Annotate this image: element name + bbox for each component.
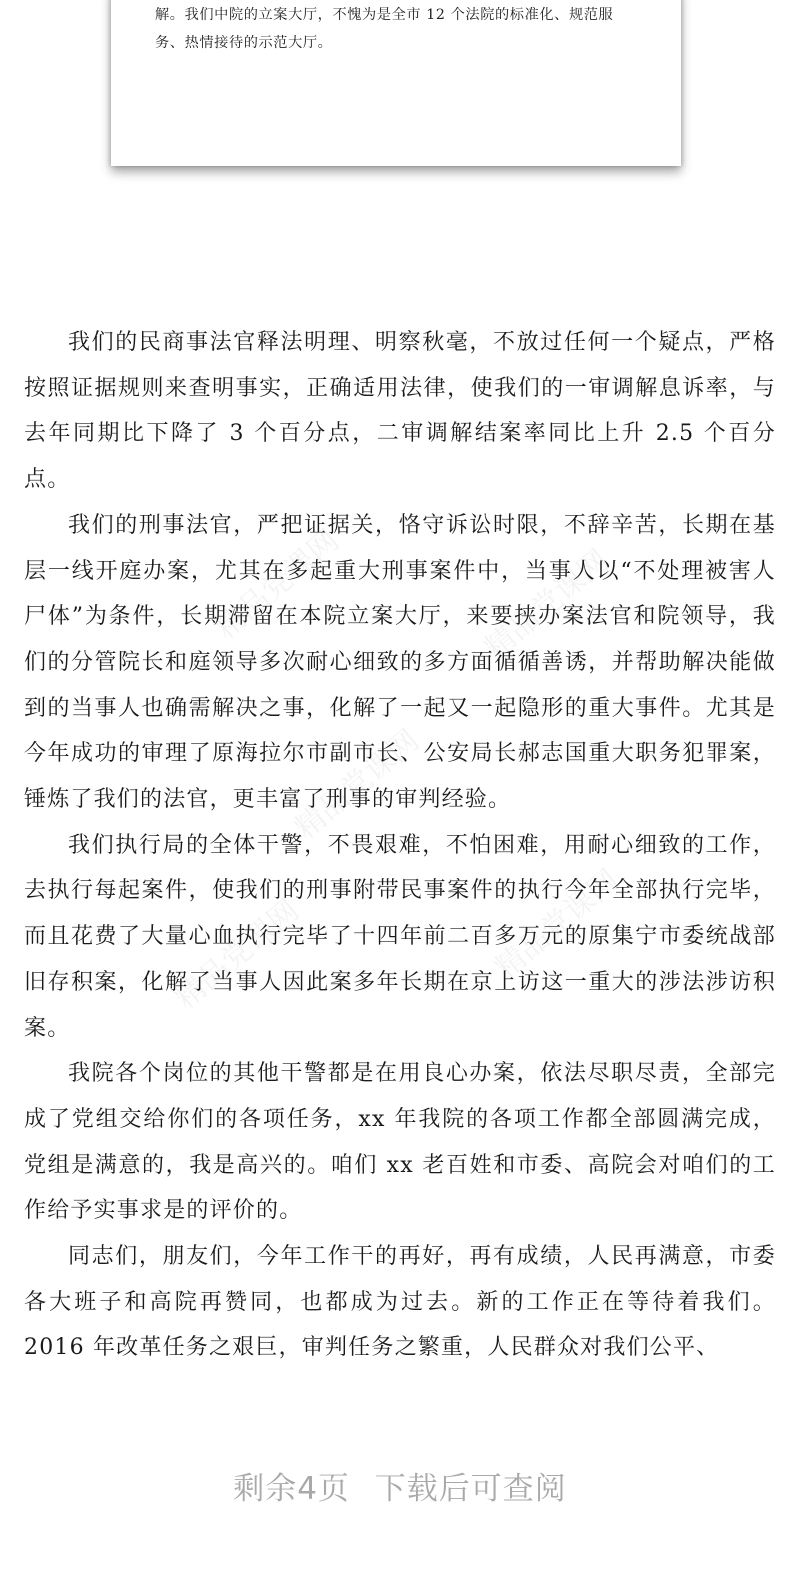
remaining-pages-label: 剩余4页	[233, 1471, 350, 1507]
remaining-pages-notice[interactable]	[0, 1463, 800, 1508]
paragraph: 我们执行局的全体干警，不畏艰难，不怕困难，用耐心细致的工作，去执行每起案件，使我们的刑事附带民事案件的执行今年全部执行完毕，而且花费了大量心血执行完毕了十四年前二百多万元的原集宁市委统战部旧存积案，化解了当事人因此案多年长期在京上访这一重大的涉法涉访积案。	[24, 832, 776, 1041]
paragraph: 我院各个岗位的其他干警都是在用良心办案，依法尽职尽责，全部完成了党组交给你们的各项任务，xx 年我院的各项工作都全部圆满完成，党组是满意的，我是高兴的。咱们 xx 老百姓和市委、高院会对咱们的工作给予实事求是的评价的。	[24, 1061, 776, 1224]
watermark: 精品党课网	[488, 863, 626, 987]
watermark: 精品党课网	[288, 723, 426, 847]
paragraph: 我们的民商事法官释法明理、明察秋毫，不放过任何一个疑点，严格按照证据规则来查明事实，正确适用法律，使我们的一审调解息诉率，与去年同期比下降了 3 个百分点，二审调解结案率同比上升 2.5 个百分点。	[24, 330, 776, 493]
watermark: 精品党课网	[168, 893, 306, 1017]
watermark: 精品党课网	[478, 543, 616, 667]
document-body	[24, 320, 776, 1371]
preview-paragraph: 解。我们中院的立案大厅，不愧为是全市 12 个法院的标准化、规范服务、热情接待的示范大厅。	[155, 7, 614, 51]
watermark: 精品党课网	[208, 523, 346, 647]
download-hint-label: 下载后可查阅	[374, 1471, 567, 1507]
paragraph: 我们的刑事法官，严把证据关，恪守诉讼时限，不辞辛苦，长期在基层一线开庭办案，尤其在多起重大刑事案件中，当事人以“不处理被害人尸体”为条件，长期滞留在本院立案大厅，来要挟办案法官和院领导，我们的分管院长和庭领导多次耐心细致的多方面循循善诱，并帮助解决能做到的当事人也确需解决之事，化解了一起又一起隐形的重大事件。尤其是今年成功的审理了原海拉尔市副市长、公安局长郝志国重大职务犯罪案，锤炼了我们的法官，更丰富了刑事的审判经验。	[24, 512, 776, 813]
paragraph: 同志们，朋友们，今年工作干的再好，再有成绩，人民再满意，市委各大班子和高院再赞同，也都成为过去。新的工作正在等待着我们。2016 年改革任务之艰巨，审判任务之繁重，人民群众对我们公平、	[24, 1244, 776, 1361]
preview-page-card	[111, 0, 681, 166]
